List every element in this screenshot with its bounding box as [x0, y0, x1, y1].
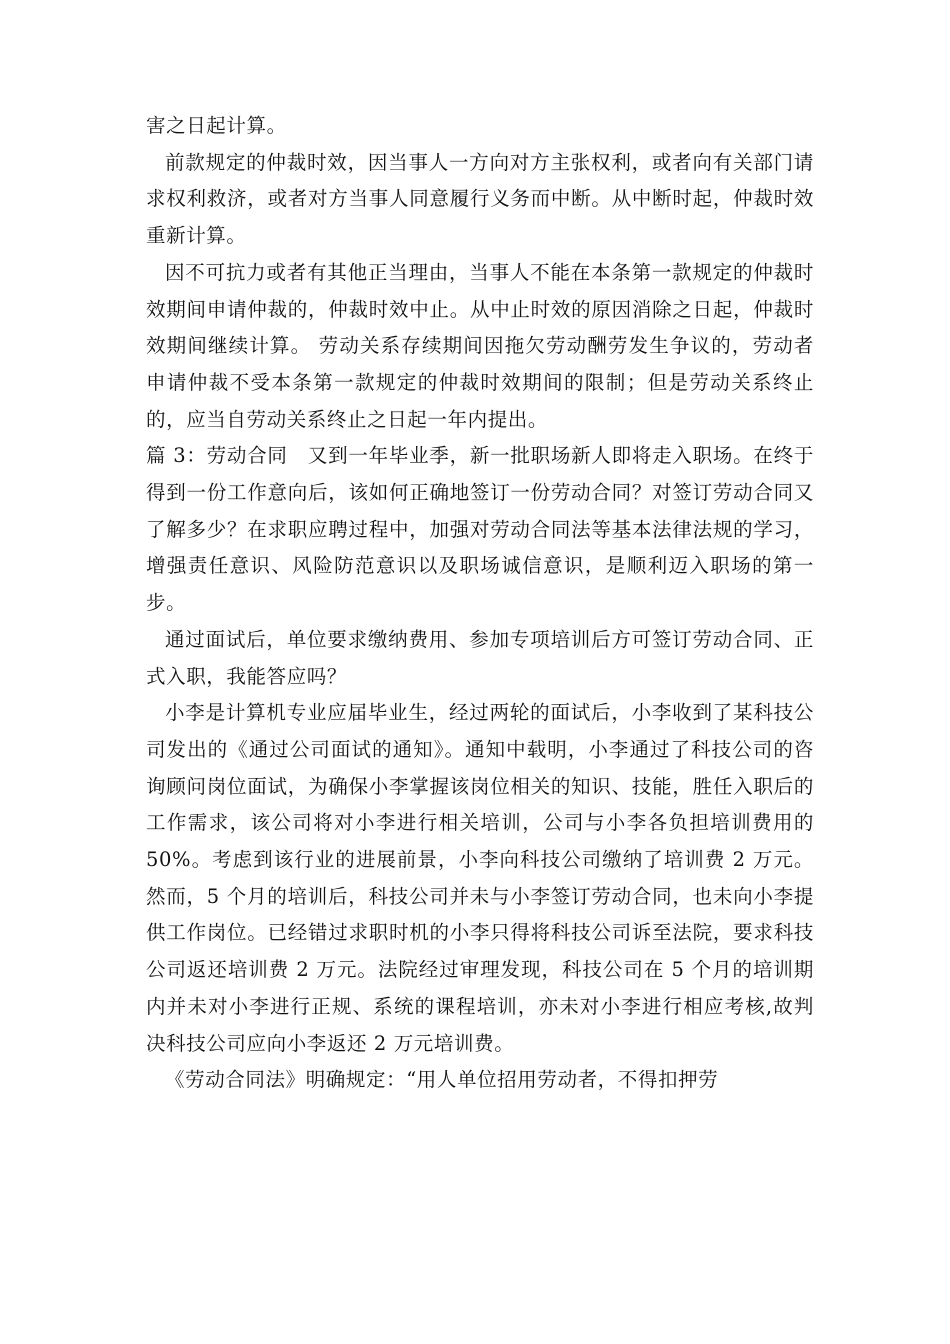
- paragraph-6: 小李是计算机专业应届毕业生，经过两轮的面试后，小李收到了某科技公司发出的《通过公司面试的通知》。通知中载明，小李通过了科技公司的咨询顾问岗位面试，为确保小李掌握该岗位相关的知识、技能，胜任入职后的工作需求，该公司将对小李进行相关培训，公司与小李各负担培训费用的 50%。考虑到该行业的进展前景，小李向科技公司缴纳了培训费 2 万元。然而，5 个月的培训后，科技公司并未与小李签订劳动合同，也未向小李提供工作岗位。已经错过求职时机的小李只得将科技公司诉至法院，要求科技公司返还培训费 2 万元。法院经过审理发现，科技公司在 5 个月的培训期内并未对小李进行正规、系统的课程培训，亦未对小李进行相应考核,故判决科技公司应向小李返还 2 万元培训费。: [146, 701, 814, 1055]
- paragraph-7: 《劳动合同法》明确规定：“用人单位招用劳动者，不得扣押劳: [165, 1068, 719, 1092]
- paragraph-5: 通过面试后，单位要求缴纳费用、参加专项培训后方可签订劳动合同、正式入职，我能答应吗？: [146, 627, 814, 688]
- paragraph-4: 篇 3：劳动合同 又到一年毕业季，新一批职场新人即将走入职场。在终于得到一份工作意向后，该如何正确地签订一份劳动合同？对签订劳动合同又了解多少？在求职应聘过程中，加强对劳动合同法等基本法律法规的学习，增强责任意识、风险防范意识以及职场诚信意识，是顺利迈入职场的第一步。: [146, 444, 814, 615]
- paragraph-2: 前款规定的仲裁时效，因当事人一方向对方主张权利，或者向有关部门请求权利救济，或者对方当事人同意履行义务而中断。从中断时起，仲裁时效重新计算。: [146, 150, 814, 248]
- paragraph-3: 因不可抗力或者有其他正当理由，当事人不能在本条第一款规定的仲裁时效期间申请仲裁的，仲裁时效中止。从中止时效的原因消除之日起，仲裁时效期间继续计算。 劳动关系存续期间因拖欠劳动酬劳发生争议的，劳动者申请仲裁不受本条第一款规定的仲裁时效期间的限制；但是劳动关系终止的，应当自劳动关系终止之日起一年内提出。: [146, 260, 814, 431]
- paragraph-1: 害之日起计算。: [146, 114, 287, 137]
- document-body: [146, 108, 814, 1099]
